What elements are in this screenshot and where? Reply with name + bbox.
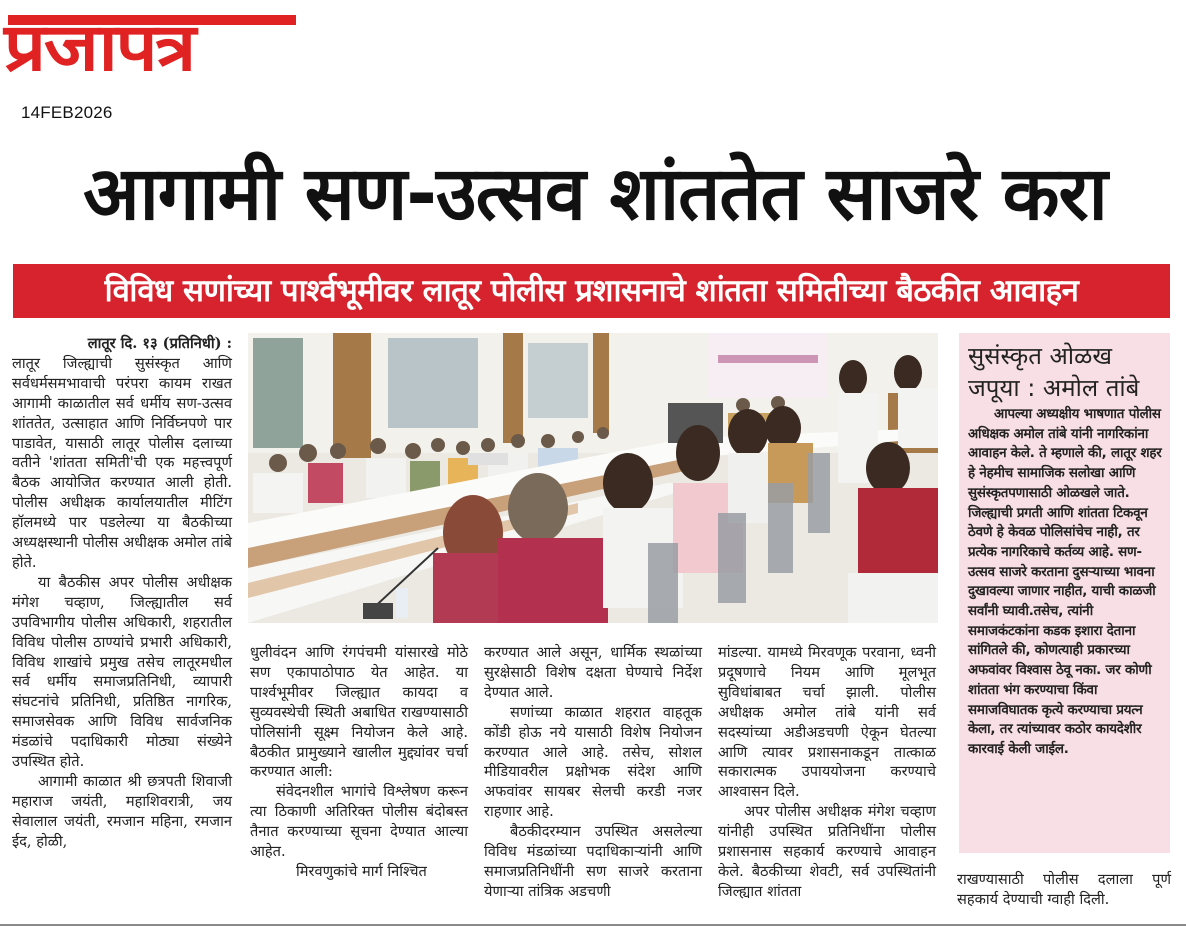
- article-paragraph: करण्यात आले असून, धार्मिक स्थळांच्या सुरक्षेसाठी विशेष दक्षता घेण्याचे निर्देश देण्यात आले.: [484, 644, 702, 701]
- sidebar-body: [968, 405, 1164, 760]
- meeting-photo: [248, 333, 938, 623]
- sidebar-paragraph: आपल्या अध्यक्षीय भाषणात पोलीस अधिक्षक अमोल तांबे यांनी नागरिकांना आवाहन केले. ते म्हणाले की, लातूर शहर हे नेहमीच सामाजिक सलोखा आणि सुसंस्कृतपणासाठी ओळखले जाते. जिल्ह्याची प्रगती आणि शांतता टिकवून ठेवणे हे केवळ पोलिसांचेच नाही, तर प्रत्येक नागरिकाचे कर्तव्य आहे. सण-उत्सव साजरे करताना दुसऱ्याच्या भावना दुखावल्या जाणार नाहीत, याची काळजी सर्वांनी घ्यावी.तसेच, त्यांनी समाजकंटकांना कडक इशारा देताना सांगितले की, कोणत्याही प्रकारच्या अफवांवर विश्वास ठेवू नका. जर कोणी शांतता भंग करण्याचा किंवा समाजविघातक कृत्ये करण्याचा प्रयत्न केला, तर त्यांच्यावर कठोर कायदेशीर कारवाई केली जाईल.: [968, 407, 1162, 757]
- article-paragraph: लातूर जिल्ह्याची सुसंस्कृत आणि सर्वधर्मसमभावाची परंपरा कायम राखत आगामी काळातील सर्व धर्मीय सण-उत्सव शांततेत, उत्साहात आणि निर्विघ्नपणे पार पाडावेत, यासाठी लातूर पोलीस दलाच्या वतीने 'शांतता समिती'ची एक महत्त्वपूर्ण बैठक आयोजित करण्यात आली होती. पोलीस अधीक्षक कार्यालयातील मीटिंग हॉलमध्ये पार पडलेल्या या बैठकीच्या अध्यक्षस्थानी पोलीस अधीक्षक अमोल तांबे होते.: [12, 354, 232, 571]
- article-column-1: [12, 334, 232, 852]
- headline: आगामी सण-उत्सव शांततेत साजरे करा: [83, 151, 1107, 237]
- article-paragraph: सणांच्या काळात शहरात वाहतूक कोंडी होऊ नये यासाठी विशेष नियोजन करण्यात आले आहे. तसेच, सोशल मीडियावरील प्रक्षोभक संदेश आणि अफवांवर सायबर सेलची करडी नजर राहणार आहे.: [484, 703, 702, 821]
- newspaper-logo: प्रजापत्र: [4, 9, 194, 86]
- article-paragraph: संवेदनशील भागांचे विश्लेषण करून त्या ठिकाणी अतिरिक्त पोलीस बंदोबस्त तैनात करण्याच्या सूचना देण्यात आल्या आहेत.: [250, 783, 468, 861]
- dateline: लातूर दि. १३ (प्रतिनिधी) :: [87, 335, 232, 352]
- article-paragraph: आगामी काळात श्री छत्रपती शिवाजी महाराज जयंती, महाशिवरात्री, जय सेवालाल जयंती, रमजान महिना, रमजान ईद, होळी,: [12, 772, 232, 850]
- article-paragraph: मिरवणुकांचे मार्ग निश्चित: [296, 862, 427, 880]
- article-paragraph: अपर पोलीस अधीक्षक मंगेश चव्हाण यांनीही उपस्थित प्रतिनिधींना पोलीस प्रशासनास सहकार्य करण्याचे आवाहन केले. बैठकीच्या शेवटी, सर्व उपस्थितांनी जिल्ह्यात शांतता: [718, 803, 936, 900]
- article-paragraph: मांडल्या. यामध्ये मिरवणूक परवाना, ध्वनी प्रदूषणाचे नियम आणि मूलभूत सुविधांबाबत चर्चा झाली. पोलीस अधीक्षक अमोल तांबे यांनी सर्व सदस्यांच्या अडीअडचणी ऐकून घेतल्या आणि त्यावर प्रशासनाकडून तात्काळ सकारात्मक उपाययोजना करण्याचे आश्वासन दिले.: [718, 644, 936, 801]
- article-paragraph: बैठकीदरम्यान उपस्थित असलेल्या विविध मंडळांच्या पदाधिकाऱ्यांनी आणि समाजप्रतिनिधींनी सण साजरे करताना येणाऱ्या तांत्रिक अडचणी: [484, 823, 702, 900]
- bottom-rule: [0, 924, 1186, 926]
- article-paragraph: राखण्यासाठी पोलीस दलाला पूर्ण सहकार्य देण्याची ग्वाही दिली.: [957, 871, 1171, 908]
- sidebar-title: सुसंस्कृत ओळख जपूया : अमोल तांबे: [968, 342, 1140, 402]
- article-column-5-tail: [957, 870, 1171, 910]
- article-paragraph: या बैठकीस अपर पोलीस अधीक्षक मंगेश चव्हाण, जिल्ह्यातील सर्व उपविभागीय पोलीस अधिकारी, शहरातील विविध पोलीस ठाण्यांचे प्रभारी अधिकारी, विविध शाखांचे प्रमुख तसेच लातूरमधील सर्व धर्मीय समाजप्रतिनिधी, व्यापारी संघटनांचे प्रतिनिधी, प्रतिष्ठित नागरिक, समाजसेवक आणि विविध सार्वजनिक मंडळांचे पदाधिकारी मोठ्या संख्येने उपस्थित होते.: [12, 573, 232, 771]
- edition-date: 14FEB2026: [21, 103, 113, 122]
- article-column-2: [250, 643, 468, 882]
- article-column-3: [484, 643, 702, 902]
- article-paragraph: धुलीवंदन आणि रंगपंचमी यांसारखे मोठे सण एकापाठोपाठ येत आहेत. या पार्श्वभूमीवर जिल्ह्यात कायदा व सुव्यवस्थेची स्थिती अबाधित राखण्यासाठी पोलिसांनी सूक्ष्म नियोजन केले आहे. बैठकीत प्रामुख्याने खालील मुद्द्यांवर चर्चा करण्यात आली:: [250, 644, 468, 781]
- subheadline-banner: विविध सणांच्या पार्श्वभूमीवर लातूर पोलीस प्रशासनाचे शांतता समितीच्या बैठकीत आवाहन: [13, 264, 1170, 318]
- article-column-4: [718, 643, 936, 902]
- meeting-photo-image: [248, 333, 938, 623]
